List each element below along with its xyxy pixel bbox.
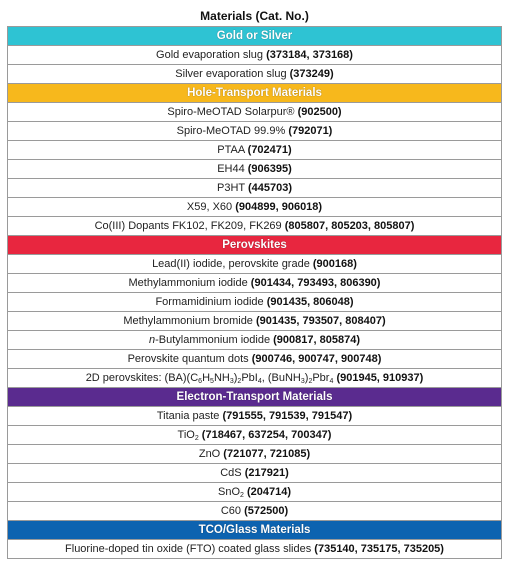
formula-part: , (BuNH xyxy=(261,372,301,384)
table-row xyxy=(8,46,502,65)
material-cell xyxy=(8,331,502,350)
table-row xyxy=(8,350,502,369)
catalog-number: (904899, 906018) xyxy=(235,201,323,213)
material-name: PTAA xyxy=(217,144,248,156)
material-name: C60 xyxy=(220,505,245,517)
formula-subscript: 3 xyxy=(229,378,234,385)
material-cell xyxy=(8,255,502,274)
catalog-number: (792071) xyxy=(288,125,333,137)
table-row xyxy=(8,369,502,388)
section-header-row xyxy=(8,388,502,407)
material-name: -Butylammonium iodide xyxy=(155,334,274,346)
material-cell xyxy=(8,369,502,388)
material-name: Spiro-MeOTAD 99.9% xyxy=(176,125,289,137)
table-row xyxy=(8,65,502,84)
material-cell xyxy=(8,502,502,521)
section-hole-transport: Hole-Transport Materials xyxy=(8,84,502,103)
table-row xyxy=(8,331,502,350)
materials-table xyxy=(7,26,502,559)
material-name: Silver evaporation slug xyxy=(175,68,290,80)
table-row xyxy=(8,502,502,521)
catalog-number: (906395) xyxy=(247,163,292,175)
material-name: Lead(II) iodide, perovskite grade xyxy=(152,258,313,270)
material-name: TiO xyxy=(177,429,195,441)
material-cell xyxy=(8,464,502,483)
table-row xyxy=(8,122,502,141)
table-row xyxy=(8,274,502,293)
formula-part: ) xyxy=(233,372,238,384)
catalog-number: (572500) xyxy=(244,505,289,517)
section-header-row xyxy=(8,236,502,255)
formula-subscript: 4 xyxy=(257,378,262,385)
material-name: SnO xyxy=(217,486,240,498)
catalog-number: (721077, 721085) xyxy=(223,448,311,460)
formula-part: 2D perovskites: (BA)(C xyxy=(85,372,199,384)
material-cell xyxy=(8,179,502,198)
material-name: P3HT xyxy=(216,182,248,194)
catalog-number: (735140, 735175, 735205) xyxy=(314,543,444,555)
formula-subscript: 2 xyxy=(237,378,242,385)
material-cell xyxy=(8,46,502,65)
section-tco-glass: TCO/Glass Materials xyxy=(8,521,502,540)
table-row xyxy=(8,445,502,464)
formula-part: H xyxy=(202,372,211,384)
catalog-number: (791555, 791539, 791547) xyxy=(222,410,353,422)
catalog-number: (805807, 805203, 805807) xyxy=(284,220,415,232)
material-cell xyxy=(8,293,502,312)
formula-subscript: 2 xyxy=(194,435,199,442)
catalog-number: (718467, 637254, 700347) xyxy=(201,429,332,441)
table-row xyxy=(8,217,502,236)
material-name: Fluorine-doped tin oxide (FTO) coated glass slides xyxy=(65,543,315,555)
material-cell xyxy=(8,65,502,84)
material-name: CdS xyxy=(220,467,245,479)
catalog-number: (900746, 900747, 900748) xyxy=(251,353,382,365)
catalog-number: (900168) xyxy=(312,258,357,270)
table-row xyxy=(8,426,502,445)
material-cell xyxy=(8,540,502,559)
section-gold-silver: Gold or Silver xyxy=(8,27,502,46)
catalog-number: (900817, 805874) xyxy=(273,334,360,346)
section-header-row xyxy=(8,84,502,103)
catalog-number: (702471) xyxy=(247,144,292,156)
material-cell xyxy=(8,445,502,464)
material-cell xyxy=(8,160,502,179)
table-title: Materials (Cat. No.) xyxy=(200,9,309,23)
catalog-number: (901435, 793507, 808407) xyxy=(255,315,386,327)
material-cell xyxy=(8,122,502,141)
table-row xyxy=(8,141,502,160)
formula-part: PbI xyxy=(241,372,258,384)
material-name: Gold evaporation slug xyxy=(156,49,267,61)
section-header-row xyxy=(8,521,502,540)
table-row xyxy=(8,312,502,331)
table-row xyxy=(8,540,502,559)
formula-part: NH xyxy=(213,372,230,384)
material-cell xyxy=(8,274,502,293)
catalog-number: (901435, 806048) xyxy=(266,296,354,308)
material-cell xyxy=(8,141,502,160)
table-row xyxy=(8,103,502,122)
table-row xyxy=(8,255,502,274)
material-prefix: n xyxy=(149,334,156,346)
material-name: Co(III) Dopants FK102, FK209, FK269 xyxy=(94,220,285,232)
catalog-number: (204714) xyxy=(246,486,292,498)
table-row xyxy=(8,464,502,483)
material-cell xyxy=(8,198,502,217)
material-cell xyxy=(8,483,502,502)
table-row xyxy=(8,407,502,426)
material-name: X59, X60 xyxy=(186,201,236,213)
material-name: Titania paste xyxy=(156,410,223,422)
material-name: ZnO xyxy=(198,448,224,460)
section-perovskites: Perovskites xyxy=(8,236,502,255)
material-name: Perovskite quantum dots xyxy=(127,353,252,365)
formula-part: Pbr xyxy=(312,372,330,384)
catalog-number: (445703) xyxy=(247,182,293,194)
material-name: Methylammonium bromide xyxy=(123,315,256,327)
material-name: Spiro-MeOTAD Solarpur® xyxy=(167,106,298,118)
table-row xyxy=(8,160,502,179)
material-cell xyxy=(8,217,502,236)
formula-part: ) xyxy=(304,372,309,384)
material-cell xyxy=(8,103,502,122)
material-name: EH44 xyxy=(217,163,248,175)
catalog-number: (373249) xyxy=(289,68,334,80)
material-name: Methylammonium iodide xyxy=(128,277,251,289)
table-row xyxy=(8,483,502,502)
catalog-number: (217921) xyxy=(244,467,289,479)
catalog-number: (901945, 910937) xyxy=(336,372,424,384)
catalog-number: (373184, 373168) xyxy=(266,49,353,61)
table-row xyxy=(8,293,502,312)
formula-subscript: 2 xyxy=(240,492,244,499)
formula-subscript: 2 xyxy=(308,378,313,385)
material-cell xyxy=(8,350,502,369)
formula-subscript: 4 xyxy=(329,378,334,385)
formula-subscript: 6 xyxy=(198,378,203,385)
formula-subscript: 3 xyxy=(300,378,305,385)
material-name: Formamidinium iodide xyxy=(155,296,267,308)
section-header-row xyxy=(8,27,502,46)
material-cell xyxy=(8,312,502,331)
material-cell xyxy=(8,407,502,426)
section-electron-transport: Electron-Transport Materials xyxy=(8,388,502,407)
catalog-number: (902500) xyxy=(297,106,342,118)
table-row xyxy=(8,198,502,217)
materials-table-container xyxy=(7,6,502,559)
material-cell xyxy=(8,426,502,445)
table-row xyxy=(8,179,502,198)
formula-subscript: 5 xyxy=(210,378,214,385)
catalog-number: (901434, 793493, 806390) xyxy=(250,277,381,289)
